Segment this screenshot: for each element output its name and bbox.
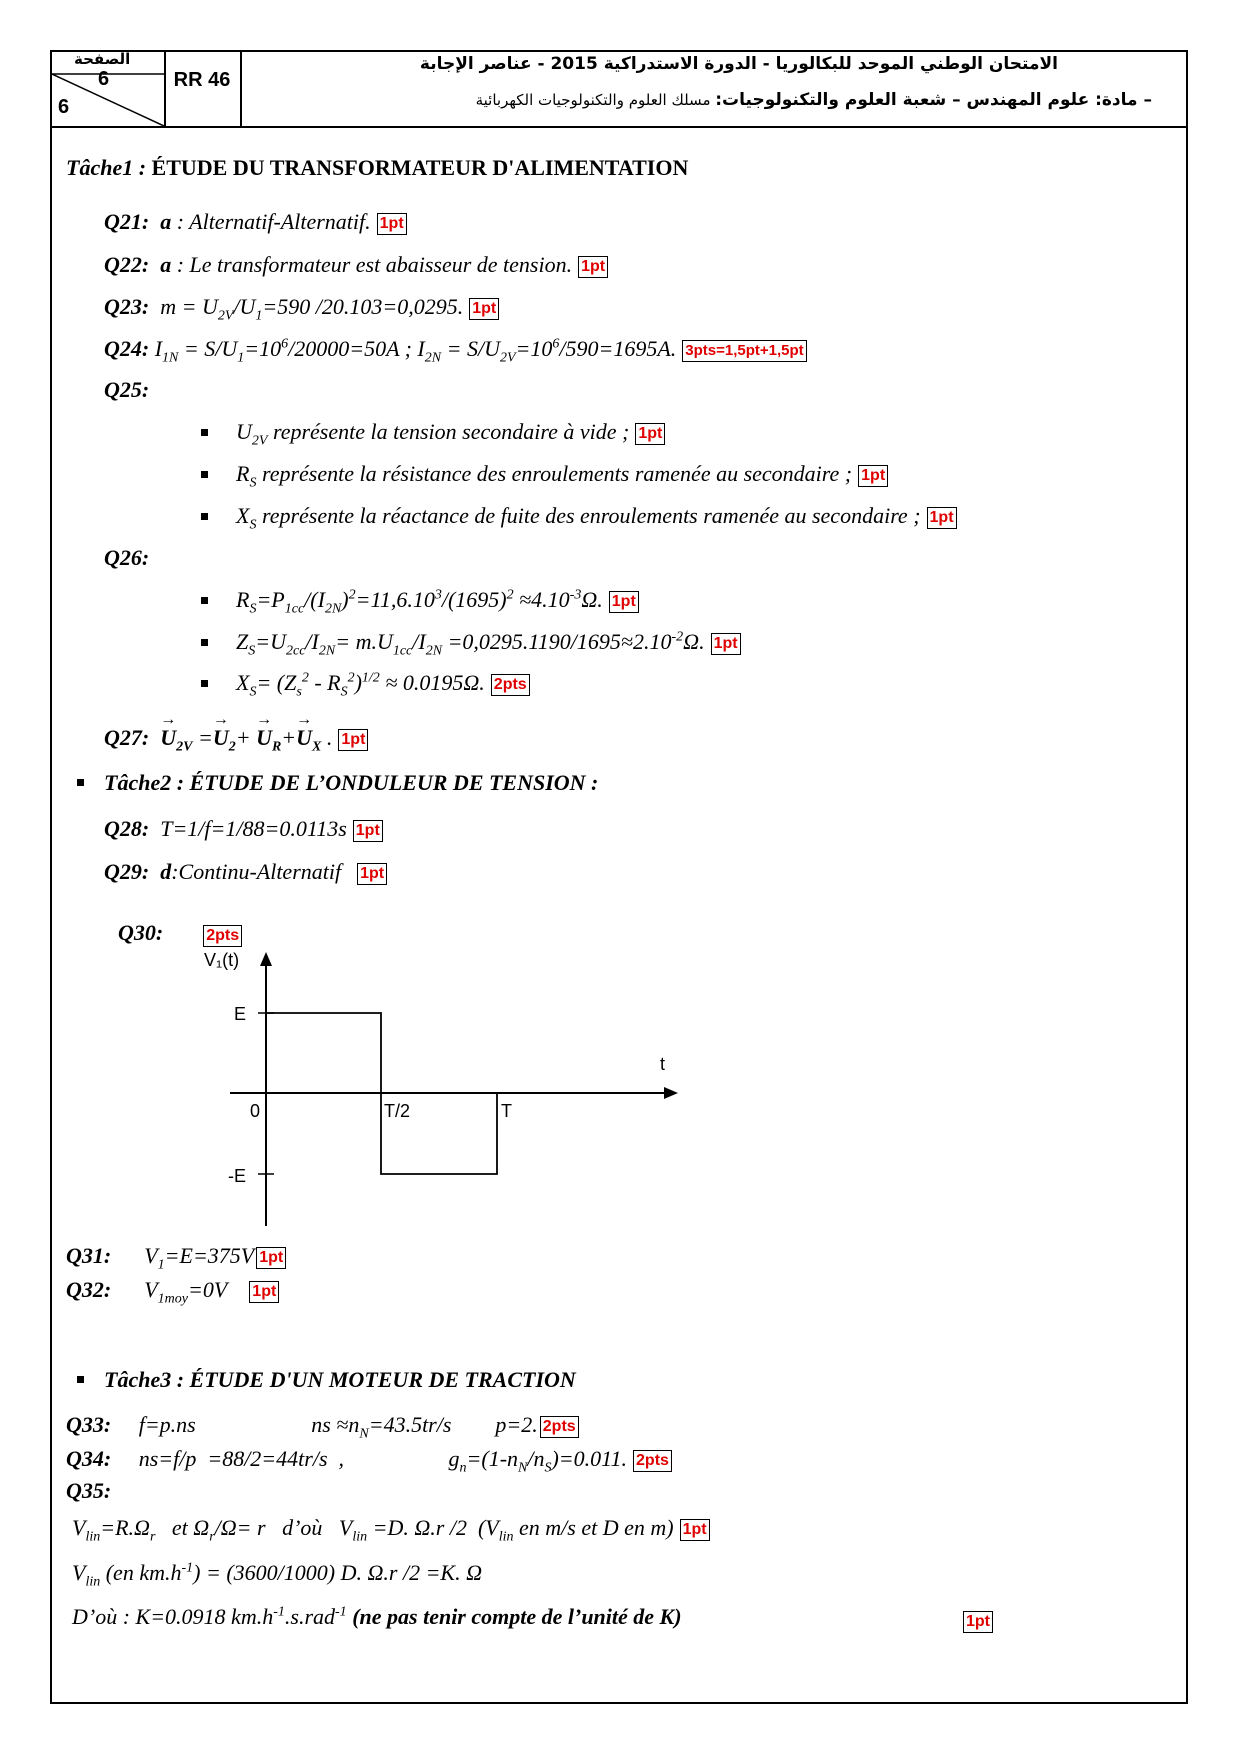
q27: Q27: → $U_{2V} =\to U_2+ \to U_R+\to U_X$ . 1pt <box>104 725 368 751</box>
q33-points: 2pts <box>540 1416 579 1438</box>
q23-label: Q23: <box>104 294 150 319</box>
square-wave-graph <box>200 940 690 1240</box>
q25-item-2-points: 1pt <box>858 465 888 487</box>
bullet <box>201 639 208 646</box>
bullet <box>201 597 208 604</box>
q21-text: : Alternatif-Alternatif. <box>171 209 371 234</box>
page-number-box <box>52 52 166 126</box>
task2-title: Tâche2 : ÉTUDE DE L’ONDULEUR DE TENSION : <box>104 770 599 795</box>
label-origin: 0 <box>250 1101 261 1121</box>
q22-points: 1pt <box>578 256 608 278</box>
q28 <box>104 816 383 842</box>
task1-title <box>66 155 688 181</box>
page-total: 6 <box>58 96 70 118</box>
q27-label: Q27: <box>104 725 150 750</box>
q21 <box>104 209 407 235</box>
q26-item-1-points: 1pt <box>609 591 639 613</box>
q21-letter: a <box>160 209 172 234</box>
q29-letter: d <box>160 859 172 884</box>
q24: Q24: $I_{1N} = S/U_1=10^6/20000=50A$ ; $I_{2N} = S/U_{2V}=10^6/590=1695A$. 3pts=1,5pt+1,5pt <box>104 336 807 362</box>
bullet <box>77 779 84 786</box>
bullet <box>201 513 208 520</box>
q29-text: :Continu-Alternatif <box>171 859 342 884</box>
q26-label <box>104 545 149 571</box>
q26-item-2-points: 1pt <box>711 633 741 655</box>
q24-label: Q24: <box>104 336 150 361</box>
q25-item-2-text: représente la résistance des enroulements ramenée au secondaire ; <box>261 461 853 486</box>
q25-item-3-points: 1pt <box>927 507 957 529</box>
y-axis-label: V₁(t) <box>204 950 240 970</box>
q35-line-3: D’où : K=0.0918 $km.h^{-1}.s.rad^{-1}$ (ne pas tenir compte de l’unité de K) <box>72 1604 682 1629</box>
q35-label <box>66 1478 111 1504</box>
q35-line-1-points: 1pt <box>680 1519 710 1541</box>
q21-label: Q21: <box>104 209 150 234</box>
q34: Q34: ns=f/p =88/2=44tr/s , $g_n=(1-n_N/n_S)=0.011$. 2pts <box>66 1446 672 1472</box>
q34-label: Q34: <box>66 1446 112 1471</box>
q26-item-3: $X_S= (Z_s^2 - R_S^2)^{1/2} \approx 0.0195\Omega$. 2pts <box>236 670 530 696</box>
label-minus-E: -E <box>228 1166 246 1186</box>
bullet <box>77 1376 84 1383</box>
x-axis-label: t <box>660 1054 666 1074</box>
header-line-2-bold: – مادة: علوم المهندس – شعبة العلوم والتكنولوجيات: <box>715 90 1152 110</box>
y-axis-arrow <box>260 952 272 966</box>
q35-line-2: $V_{lin}$ (en $km.h^{-1}) = (3600/1000)$ D. Ω.r /2 =K. Ω <box>72 1560 482 1590</box>
q25-label-text: Q25: <box>104 377 150 402</box>
q32-label: Q32: <box>66 1277 112 1302</box>
q32-points: 1pt <box>249 1281 279 1303</box>
q28-text: T=1/f=1/88=0.0113s <box>160 816 347 841</box>
page-word: الصفحة <box>74 50 131 68</box>
q26-item-1: $R_S=P_{1cc}/(I_{2N})^2=11,6.10^3/(1695)^2 \approx 4.10^{-3}\Omega$. 1pt <box>236 587 639 613</box>
q25-item-3: $X_S$ représente la réactance de fuite des enroulements ramenée au secondaire ; 1pt <box>236 503 957 529</box>
q22-text: : Le transformateur est abaisseur de tension. <box>171 252 573 277</box>
q22-letter: a <box>160 252 172 277</box>
header-line-2 <box>476 90 1152 110</box>
q29 <box>104 859 387 885</box>
task3-title: Tâche3 : ÉTUDE D'UN MOTEUR DE TRACTION <box>104 1367 576 1392</box>
label-E: E <box>234 1004 247 1024</box>
q28-points: 1pt <box>353 820 383 842</box>
exam-code: RR 46 <box>164 52 242 126</box>
label-T-half: T/2 <box>384 1101 411 1121</box>
q31-label: Q31: <box>66 1243 112 1268</box>
q33: Q33: f=p.ns ns $\approx n_N=43.5tr/s$ p=2. 2pts <box>66 1412 579 1438</box>
q25-item-1: $U_{2V}$ représente la tension secondaire à vide ; 1pt <box>236 419 665 445</box>
task1-label: Tâche1 : <box>66 155 152 180</box>
q25-item-3-text: représente la réactance de fuite des enroulements ramenée au secondaire ; <box>261 503 921 528</box>
q32: Q32: $V_{1moy}=0V$ 1pt <box>66 1277 279 1303</box>
q25-item-1-points: 1pt <box>635 423 665 445</box>
q29-label: Q29: <box>104 859 150 884</box>
q25-item-2: $R_S$ représente la résistance des enroulements ramenée au secondaire ; 1pt <box>236 461 888 487</box>
q26-label-text: Q26: <box>104 545 150 570</box>
q31-points: 1pt <box>256 1247 286 1269</box>
q25-item-1-text: représente la tension secondaire à vide ; <box>272 419 630 444</box>
q23: Q23: $m = U_{2V}/U_1=590$ /20.103=0,0295. 1pt <box>104 294 499 320</box>
q30-label: Q30: <box>118 920 164 945</box>
x-axis-arrow <box>664 1087 678 1099</box>
q24-points: 3pts=1,5pt+1,5pt <box>682 340 806 362</box>
q35-line-3-points: 1pt <box>963 1611 993 1633</box>
page-header <box>50 50 1188 128</box>
q30-points: 2pts <box>203 925 242 947</box>
q35-line-1: $V_{lin}=R.\Omega_r$ et $\Omega_r/\Omega= r$ d’où $V_{lin} =D$. Ω.r /2 ($V_{lin}$ en m/s et D en m) 1pt <box>72 1515 710 1541</box>
header-titles <box>242 52 1186 126</box>
q23-points: 1pt <box>469 298 499 320</box>
q35-note: (ne pas tenir compte de l’unité de K) <box>352 1604 682 1629</box>
q21-points: 1pt <box>377 213 407 235</box>
q31: Q31: $V_1=E=375V$ 1pt <box>66 1243 286 1269</box>
q22-label: Q22: <box>104 252 150 277</box>
q25-label <box>104 377 149 403</box>
bullet <box>201 429 208 436</box>
q35-label-text: Q35: <box>66 1478 112 1503</box>
label-T: T <box>501 1101 512 1121</box>
bullet <box>201 471 208 478</box>
q27-points: 1pt <box>338 729 368 751</box>
q26-item-2: $Z_S=U_{2cc}/I_{2N}= m.U_{1cc}/I_{2N} =0,0295.1190/1695\approx 2.10^{-2}\Omega$. 1pt <box>236 629 741 655</box>
q26-item-3-points: 2pts <box>491 674 530 696</box>
q34-points: 2pts <box>633 1450 672 1472</box>
bullet <box>201 680 208 687</box>
header-line-2-rest: مسلك العلوم والتكنولوجيات الكهربائية <box>475 91 716 109</box>
q33-label: Q33: <box>66 1412 112 1437</box>
q29-points: 1pt <box>357 863 387 885</box>
task1-heading: ÉTUDE DU TRANSFORMATEUR D'ALIMENTATION <box>151 155 689 180</box>
header-line-1: الامتحان الوطني الموحد للبكالوريا - الدورة الاستدراكية 2015 - عناصر الإجابة <box>419 54 1058 74</box>
q28-label: Q28: <box>104 816 150 841</box>
q22 <box>104 252 608 278</box>
page-number: 6 <box>98 68 110 90</box>
